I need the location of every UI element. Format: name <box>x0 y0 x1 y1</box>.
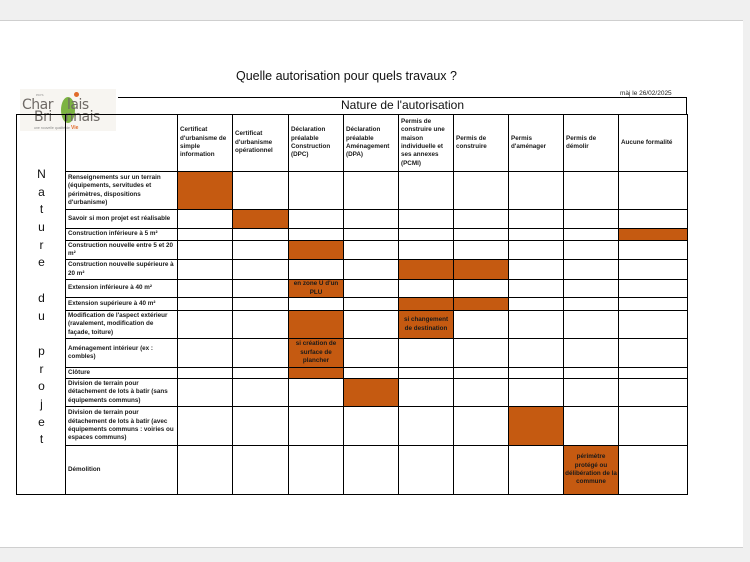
empty-cell <box>399 407 454 446</box>
empty-cell <box>399 229 454 241</box>
logo-line2-left: Bri <box>34 109 52 125</box>
empty-cell <box>454 210 509 229</box>
empty-cell <box>233 379 289 407</box>
required-cell <box>289 241 344 260</box>
required-cell <box>619 229 688 241</box>
empty-cell <box>178 210 233 229</box>
empty-cell <box>233 446 289 495</box>
required-cell-with-condition: périmètre protégé ou délibération de la commune <box>564 446 619 495</box>
row-label: Renseignements sur un terrain (équipements, servitudes et périmètres, dispositions d'urbanisme) <box>66 172 178 210</box>
empty-cell <box>233 260 289 280</box>
empty-cell <box>564 368 619 379</box>
logo-pre: PAYS <box>36 93 44 97</box>
empty-cell <box>564 241 619 260</box>
empty-cell <box>399 172 454 210</box>
empty-cell <box>178 260 233 280</box>
empty-cell <box>619 379 688 407</box>
empty-cell <box>178 446 233 495</box>
empty-cell <box>289 298 344 311</box>
empty-cell <box>564 407 619 446</box>
side-label-letter <box>17 325 66 343</box>
empty-cell <box>399 280 454 298</box>
empty-cell <box>178 241 233 260</box>
empty-cell <box>289 407 344 446</box>
empty-cell <box>564 379 619 407</box>
empty-cell <box>509 311 564 339</box>
section-title: Nature de l'autorisation <box>340 98 465 112</box>
side-label-letter: e <box>38 414 45 429</box>
side-label-letter: p <box>38 343 45 358</box>
empty-cell <box>619 298 688 311</box>
empty-cell <box>454 339 509 368</box>
empty-cell <box>619 280 688 298</box>
empty-cell <box>454 241 509 260</box>
empty-cell <box>178 229 233 241</box>
empty-cell <box>289 172 344 210</box>
empty-cell <box>454 229 509 241</box>
header-corner-cell <box>66 115 178 172</box>
table-row <box>17 241 688 260</box>
empty-cell <box>344 210 399 229</box>
side-label-letter: u <box>38 308 45 323</box>
table-row <box>17 407 688 446</box>
empty-cell <box>564 280 619 298</box>
empty-cell <box>509 298 564 311</box>
table-row <box>17 172 688 210</box>
empty-cell <box>399 339 454 368</box>
row-label: Savoir si mon projet est réalisable <box>66 210 178 229</box>
empty-cell <box>454 311 509 339</box>
empty-cell <box>233 172 289 210</box>
required-cell <box>233 210 289 229</box>
empty-cell <box>619 407 688 446</box>
empty-cell <box>233 339 289 368</box>
empty-cell <box>399 446 454 495</box>
side-label-letter: e <box>38 255 45 270</box>
row-label: Modification de l'aspect extérieur (ravalement, modification de façade, toiture) <box>66 311 178 339</box>
empty-cell <box>233 407 289 446</box>
row-label: Construction nouvelle entre 5 et 20 m² <box>66 241 178 260</box>
side-label-letter: a <box>38 184 45 199</box>
empty-cell <box>564 172 619 210</box>
required-cell <box>399 298 454 311</box>
required-cell <box>344 379 399 407</box>
empty-cell <box>509 446 564 495</box>
column-header: Certificat d'urbanisme de simple information <box>178 115 233 172</box>
column-header: Déclaration préalable Construction (DPC) <box>289 115 344 172</box>
empty-cell <box>233 280 289 298</box>
row-label: Extension supérieure à 40 m² <box>66 298 178 311</box>
column-header: Permis de démolir <box>564 115 619 172</box>
required-cell <box>178 172 233 210</box>
empty-cell <box>344 368 399 379</box>
empty-cell <box>564 298 619 311</box>
row-label: Démolition <box>66 446 178 495</box>
empty-cell <box>454 280 509 298</box>
row-label: Construction nouvelle supérieure à 20 m² <box>66 260 178 280</box>
empty-cell <box>509 241 564 260</box>
header-row <box>17 115 688 172</box>
empty-cell <box>509 172 564 210</box>
empty-cell <box>619 446 688 495</box>
empty-cell <box>564 311 619 339</box>
empty-cell <box>399 368 454 379</box>
empty-cell <box>564 339 619 368</box>
side-label-letter: d <box>38 290 45 305</box>
side-label-letter <box>17 272 66 290</box>
required-cell <box>454 298 509 311</box>
table-row <box>17 260 688 280</box>
table-row <box>17 210 688 229</box>
required-cell <box>509 407 564 446</box>
empty-cell <box>564 229 619 241</box>
empty-cell <box>344 339 399 368</box>
empty-cell <box>233 298 289 311</box>
empty-cell <box>509 339 564 368</box>
empty-cell <box>509 210 564 229</box>
empty-cell <box>454 172 509 210</box>
column-header: Certificat d'urbanisme opérationnel <box>233 115 289 172</box>
empty-cell <box>619 260 688 280</box>
empty-cell <box>344 311 399 339</box>
empty-cell <box>233 229 289 241</box>
table-row <box>17 379 688 407</box>
empty-cell <box>564 210 619 229</box>
required-cell-with-condition: si changement de destination <box>399 311 454 339</box>
table-row <box>17 446 688 495</box>
table-row <box>17 368 688 379</box>
row-label: Clôture <box>66 368 178 379</box>
column-header: Déclaration préalable Aménagement (DPA) <box>344 115 399 172</box>
empty-cell <box>619 311 688 339</box>
empty-cell <box>619 368 688 379</box>
empty-cell <box>233 368 289 379</box>
empty-cell <box>509 280 564 298</box>
empty-cell <box>509 368 564 379</box>
required-cell-with-condition: en zone U d'un PLU <box>289 280 344 298</box>
table-row <box>17 229 688 241</box>
empty-cell <box>454 446 509 495</box>
empty-cell <box>344 241 399 260</box>
required-cell <box>289 368 344 379</box>
logo-line1-left: Char <box>22 97 53 113</box>
empty-cell <box>289 260 344 280</box>
side-label-letter: r <box>39 361 44 376</box>
logo-line2-right: nnais <box>64 109 100 125</box>
side-label-letter: r <box>39 237 44 252</box>
authorization-table <box>16 114 688 495</box>
empty-cell <box>344 446 399 495</box>
update-date: màj le 26/02/2025 <box>620 90 672 97</box>
empty-cell <box>344 280 399 298</box>
empty-cell <box>344 229 399 241</box>
empty-cell <box>509 379 564 407</box>
logo-line1-right: lais <box>66 97 89 113</box>
empty-cell <box>178 280 233 298</box>
side-label-letter: N <box>37 167 46 181</box>
empty-cell <box>178 339 233 368</box>
side-label-letter: t <box>39 202 44 217</box>
empty-cell <box>564 260 619 280</box>
table-row <box>17 298 688 311</box>
side-label-letter: u <box>38 220 45 235</box>
empty-cell <box>619 339 688 368</box>
empty-cell <box>289 210 344 229</box>
empty-cell <box>399 379 454 407</box>
empty-cell <box>509 260 564 280</box>
empty-cell <box>399 241 454 260</box>
empty-cell <box>454 368 509 379</box>
side-label-vertical <box>17 166 66 449</box>
required-cell <box>399 260 454 280</box>
table-row <box>17 339 688 368</box>
side-label-letter: o <box>38 379 45 394</box>
row-label: Extension inférieure à 40 m² <box>66 280 178 298</box>
empty-cell <box>289 446 344 495</box>
side-label-letter: j <box>40 396 43 411</box>
row-label: Division de terrain pour détachement de lots à batir (avec équipements communs : voiries ou espaces communs) <box>66 407 178 446</box>
empty-cell <box>178 379 233 407</box>
row-label: Construction inférieure à 5 m² <box>66 229 178 241</box>
table-row <box>17 280 688 298</box>
empty-cell <box>178 298 233 311</box>
required-cell <box>289 311 344 339</box>
empty-cell <box>509 229 564 241</box>
empty-cell <box>233 311 289 339</box>
column-header: Permis de construire une maison individuelle et ses annexes (PCMI) <box>399 115 454 172</box>
empty-cell <box>399 210 454 229</box>
column-header: Aucune formalité <box>619 115 688 172</box>
empty-cell <box>289 379 344 407</box>
column-header: Permis d'aménager <box>509 115 564 172</box>
row-label: Division de terrain pour détachement de lots à batir (sans équipements communs) <box>66 379 178 407</box>
table-row <box>17 311 688 339</box>
empty-cell <box>178 311 233 339</box>
empty-cell <box>178 407 233 446</box>
empty-cell <box>289 229 344 241</box>
empty-cell <box>454 407 509 446</box>
empty-cell <box>344 407 399 446</box>
empty-cell <box>619 172 688 210</box>
empty-cell <box>344 172 399 210</box>
empty-cell <box>344 260 399 280</box>
logo-tagline-accent: Vie <box>70 125 79 131</box>
empty-cell <box>619 210 688 229</box>
required-cell-with-condition: si création de surface de plancher <box>289 339 344 368</box>
side-label-letter: t <box>39 432 44 447</box>
side-label-cell <box>17 115 66 495</box>
row-label: Aménagement intérieur (ex : combles) <box>66 339 178 368</box>
empty-cell <box>454 379 509 407</box>
empty-cell <box>344 298 399 311</box>
empty-cell <box>233 241 289 260</box>
logo-tagline-text: une nouvelle qualité de <box>34 126 71 130</box>
column-header: Permis de construire <box>454 115 509 172</box>
empty-cell <box>178 368 233 379</box>
required-cell <box>454 260 509 280</box>
page-title: Quelle autorisation pour quels travaux ? <box>236 69 457 83</box>
empty-cell <box>619 241 688 260</box>
